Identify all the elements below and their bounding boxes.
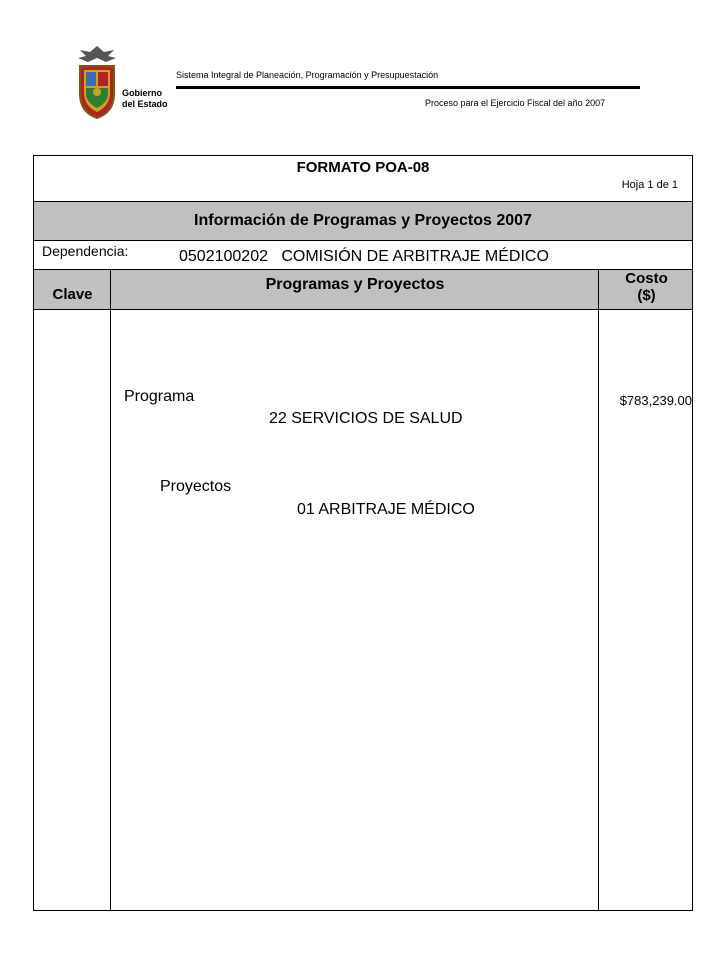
state-coat-of-arms-icon	[72, 42, 122, 120]
system-title: Sistema Integral de Planeación, Programación y Presupuestación	[176, 70, 439, 80]
gov-line2: del Estado	[122, 99, 168, 109]
column-clave: Clave	[52, 286, 93, 303]
divider	[34, 309, 692, 310]
poa-form	[33, 155, 693, 911]
dependencia-label: Dependencia:	[42, 243, 129, 259]
column-header-band	[34, 270, 692, 309]
page-indicator: Hoja 1 de 1	[621, 179, 678, 191]
dependencia-value: 0502100202 COMISIÓN DE ARBITRAJE MÉDICO	[179, 248, 549, 265]
programa-value: 22 SERVICIOS DE SALUD	[269, 410, 463, 427]
programa-label: Programa	[124, 388, 195, 405]
proyectos-label: Proyectos	[160, 478, 232, 495]
column-costo-line1: Costo	[625, 270, 668, 287]
section-title: Información de Programas y Proyectos 2007	[34, 202, 692, 240]
costo-value: $783,239.00	[619, 393, 692, 408]
column-separator	[598, 270, 599, 911]
header-rule	[176, 86, 640, 89]
column-programas: Programas y Proyectos	[265, 276, 445, 293]
gov-line1: Gobierno	[122, 88, 162, 98]
process-label: Proceso para el Ejercicio Fiscal del año 2007	[425, 98, 606, 108]
proyecto-value: 01 ARBITRAJE MÉDICO	[297, 501, 475, 518]
column-separator	[110, 270, 111, 911]
column-costo	[599, 270, 694, 304]
divider	[34, 240, 692, 241]
gov-label	[122, 88, 168, 110]
form-title: FORMATO POA-08	[296, 159, 430, 176]
column-costo-line2: ($)	[637, 287, 656, 304]
